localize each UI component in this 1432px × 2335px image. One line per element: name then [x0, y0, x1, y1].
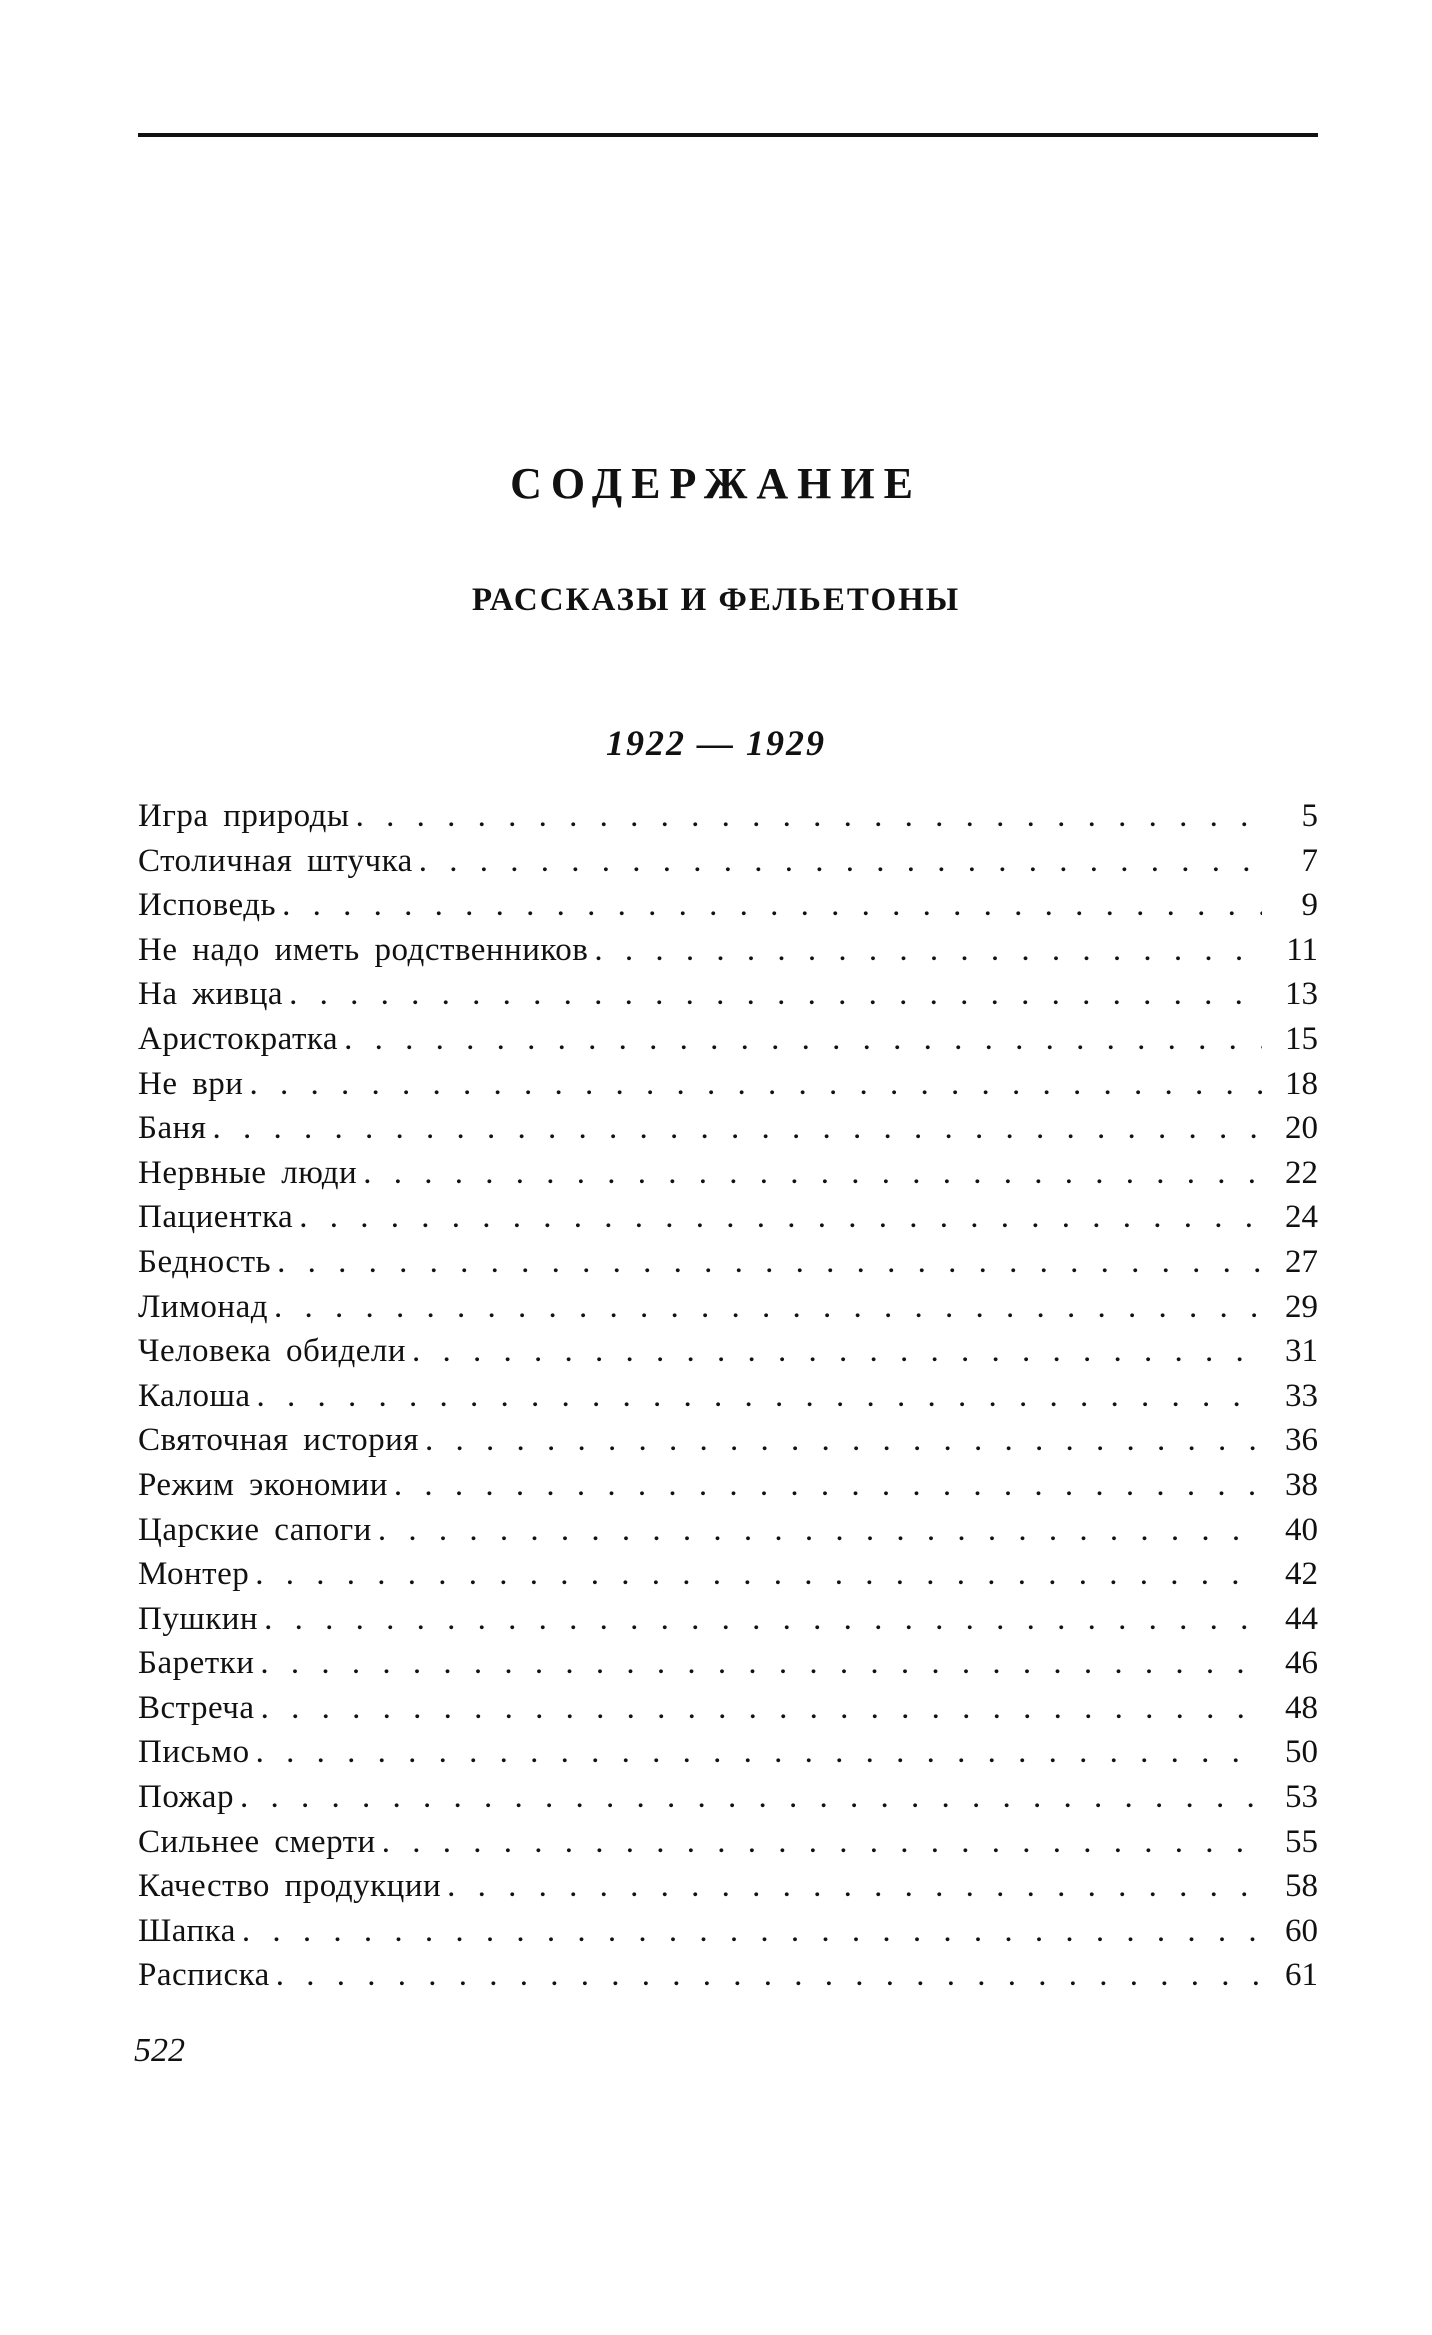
- page-title: СОДЕРЖАНИЕ: [510, 459, 922, 508]
- toc-entry-title: Человека обидели: [138, 1333, 407, 1370]
- dot-leader: [344, 1017, 1262, 1062]
- toc-entry-title: Исповедь: [138, 887, 277, 924]
- toc-entry-page: 29: [1285, 1288, 1318, 1325]
- toc-entry-title: Бедность: [138, 1243, 272, 1280]
- toc-entry-title: Режим экономии: [138, 1466, 388, 1503]
- toc-entry-page: 31: [1285, 1333, 1318, 1370]
- toc-entry: [138, 1730, 1318, 1775]
- top-rule: [138, 133, 1318, 137]
- toc-entry: [138, 1106, 1318, 1151]
- toc-entry-page: 22: [1285, 1154, 1318, 1191]
- table-of-contents: [138, 794, 1318, 1998]
- dot-leader: [425, 1418, 1262, 1463]
- toc-entry: [138, 1597, 1318, 1642]
- toc-entry-title: На живца: [138, 976, 284, 1013]
- toc-entry: [138, 1820, 1318, 1865]
- dot-leader: [212, 1106, 1262, 1151]
- toc-entry-page: 40: [1285, 1511, 1318, 1548]
- dot-leader: [447, 1864, 1262, 1909]
- toc-entry-page: 9: [1301, 887, 1318, 924]
- toc-entry: [138, 1864, 1318, 1909]
- dot-leader: [378, 1508, 1262, 1553]
- toc-entry: [138, 1953, 1318, 1998]
- dot-leader: [257, 1374, 1262, 1419]
- toc-entry-title: Встреча: [138, 1689, 255, 1726]
- dot-leader: [289, 972, 1262, 1017]
- toc-entry-page: 42: [1285, 1556, 1318, 1593]
- toc-entry-page: 58: [1285, 1868, 1318, 1905]
- toc-entry-title: Аристократка: [138, 1020, 339, 1057]
- dot-leader: [261, 1686, 1262, 1731]
- dot-leader: [356, 794, 1262, 839]
- toc-entry: [138, 1329, 1318, 1374]
- toc-entry-page: 7: [1301, 842, 1318, 879]
- toc-entry: [138, 1374, 1318, 1419]
- period-heading: 1922 — 1929: [606, 723, 826, 763]
- toc-entry-title: Баня: [138, 1110, 207, 1147]
- toc-entry-page: 24: [1285, 1199, 1318, 1236]
- toc-entry-page: 11: [1286, 931, 1318, 968]
- toc-entry: [138, 1775, 1318, 1820]
- dot-leader: [255, 1552, 1262, 1597]
- toc-entry: [138, 1508, 1318, 1553]
- toc-entry: [138, 1285, 1318, 1330]
- toc-entry-title: Баретки: [138, 1645, 255, 1682]
- dot-leader: [394, 1463, 1262, 1508]
- toc-entry: [138, 928, 1318, 973]
- toc-entry-page: 36: [1285, 1422, 1318, 1459]
- toc-entry: [138, 1017, 1318, 1062]
- toc-entry: [138, 1418, 1318, 1463]
- toc-entry: [138, 1151, 1318, 1196]
- toc-entry-page: 55: [1285, 1823, 1318, 1860]
- dot-leader: [282, 883, 1262, 928]
- toc-entry-title: Нервные люди: [138, 1154, 358, 1191]
- toc-entry: [138, 1062, 1318, 1107]
- toc-entry-title: Игра природы: [138, 798, 350, 834]
- dot-leader: [260, 1641, 1262, 1686]
- toc-entry-title: Пациентка: [138, 1199, 294, 1236]
- page-number: 522: [134, 2032, 185, 2069]
- toc-entry-page: 38: [1285, 1466, 1318, 1503]
- toc-entry-page: 46: [1285, 1645, 1318, 1682]
- dot-leader: [256, 1730, 1262, 1775]
- toc-entry-page: 53: [1285, 1779, 1318, 1816]
- dot-leader: [276, 1953, 1262, 1998]
- toc-entry: [138, 1909, 1318, 1954]
- toc-entry-title: Сильнее смерти: [138, 1823, 376, 1860]
- toc-entry-title: Шапка: [138, 1912, 236, 1949]
- toc-entry-page: 44: [1285, 1600, 1318, 1637]
- toc-entry: [138, 794, 1318, 839]
- toc-entry-page: 48: [1285, 1689, 1318, 1726]
- section-title: РАССКАЗЫ И ФЕЛЬЕТОНЫ: [471, 582, 961, 618]
- toc-entry-title: Калоша: [138, 1377, 251, 1414]
- dot-leader: [249, 1062, 1262, 1107]
- toc-entry-title: Не ври: [138, 1065, 244, 1102]
- dot-leader: [594, 928, 1262, 973]
- toc-entry-title: Монтер: [138, 1556, 250, 1593]
- toc-entry-title: Пожар: [138, 1779, 234, 1816]
- toc-entry: [138, 1195, 1318, 1240]
- toc-entry: [138, 839, 1318, 884]
- dot-leader: [274, 1285, 1262, 1330]
- toc-entry-title: Царские сапоги: [138, 1511, 372, 1548]
- toc-entry-page: 13: [1285, 976, 1318, 1013]
- toc-entry-page: 33: [1285, 1377, 1318, 1414]
- dot-leader: [419, 839, 1262, 884]
- toc-entry: [138, 1686, 1318, 1731]
- toc-entry: [138, 1463, 1318, 1508]
- dot-leader: [299, 1195, 1262, 1240]
- toc-entry: [138, 1641, 1318, 1686]
- toc-entry-page: 20: [1285, 1110, 1318, 1147]
- toc-entry-page: 18: [1285, 1065, 1318, 1102]
- dot-leader: [264, 1597, 1262, 1642]
- toc-entry-title: Лимонад: [138, 1288, 269, 1325]
- toc-entry-page: 15: [1285, 1020, 1318, 1057]
- toc-entry-title: Качество продукции: [138, 1868, 442, 1905]
- toc-entry-title: Расписка: [138, 1957, 270, 1994]
- toc-entry: [138, 1240, 1318, 1285]
- toc-entry-page: 60: [1285, 1912, 1318, 1949]
- dot-leader: [277, 1240, 1262, 1285]
- dot-leader: [382, 1820, 1262, 1865]
- toc-entry: [138, 883, 1318, 928]
- toc-entry: [138, 972, 1318, 1017]
- dot-leader: [363, 1151, 1262, 1196]
- toc-entry-title: Письмо: [138, 1734, 250, 1771]
- toc-entry-title: Столичная штучка: [138, 842, 413, 879]
- toc-entry-title: Святочная история: [138, 1422, 419, 1459]
- dot-leader: [242, 1909, 1262, 1954]
- toc-entry-page: 5: [1301, 798, 1318, 834]
- dot-leader: [412, 1329, 1262, 1374]
- toc-entry-page: 50: [1285, 1734, 1318, 1771]
- toc-entry: [138, 1552, 1318, 1597]
- toc-entry-page: 27: [1285, 1243, 1318, 1280]
- toc-entry-title: Пушкин: [138, 1600, 259, 1637]
- toc-entry-title: Не надо иметь родственников: [138, 931, 589, 968]
- dot-leader: [240, 1775, 1262, 1820]
- toc-entry-page: 61: [1285, 1957, 1318, 1994]
